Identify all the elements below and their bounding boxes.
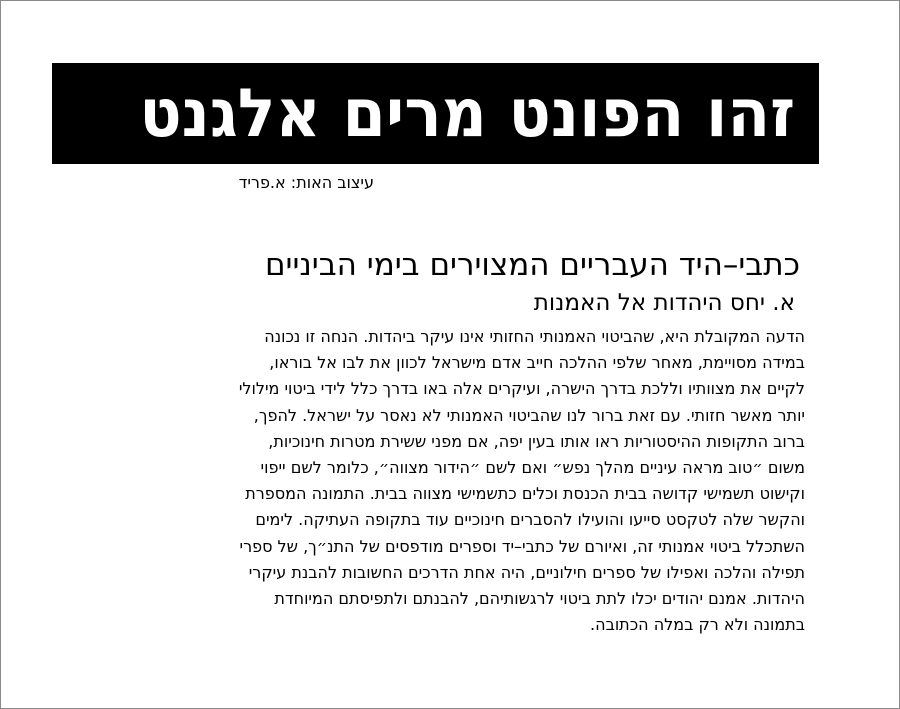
body-paragraph [105, 324, 805, 638]
paragraph-line: לקיים את מצוותיו וללכת בדרך הישרה, ועיקרים אלה באו בדרך כלל לידי ביטוי מילולי [238, 379, 805, 399]
paragraph-line: והקשר שלה לטקסט סייעו והועילו להסברים חינוכיים עוד בתקופה העתיקה. לימים [255, 510, 805, 530]
banner-title: זהו הפונט מרים אלגנט [139, 74, 795, 152]
title-banner [52, 63, 819, 164]
paragraph-line: משום ״טוב מראה עיניים מהלך נפש״ ואם לשם ״הידור מצווה״, כלומר לשם ייפוי [260, 457, 805, 477]
paragraph-line: וקישוט תשמישי קדושה בבית הכנסת וכלים כתשמישי מצווה בבית. התמונה המספרת [245, 484, 805, 504]
section-heading: א. יחס היהדות אל האמנות [533, 290, 795, 316]
article-title: כתבי–היד העבריים המצוירים בימי הביניים [264, 247, 800, 283]
paragraph-line: יותר מאשר חזותי. עם זאת ברור לנו שהביטוי האמנותי לא נאסר על ישראל. להפך, [253, 405, 805, 425]
paragraph-line: היהדות. אמנם יהודים יכלו לתת ביטוי לרגשותיהם, להבנתם ולתפיסתם המיוחדת [274, 588, 805, 608]
paragraph-line: ברוב התקופות ההיסטוריות ראו אותו בעין יפה, אם מפני ששירת מטרות חינוכיות, [268, 431, 805, 451]
paragraph-line: במידה מסויימת, מאחר שלפי ההלכה חייב אדם מישראל לכוון את לבו אל בוראו, [269, 353, 805, 373]
paragraph-line: השתכלל ביטוי אמנותי זה, ואיורם של כתבי–יד וספרים מודפסים של התנ״ך, של ספרי [239, 536, 805, 556]
paragraph-line: בתמונה ולא רק במלה הכתובה. [590, 615, 805, 635]
paragraph-line: תפילה והלכה ואפילו של ספרים חילוניים, היה אחת הדרכים החשובות להבנת עיקרי [248, 562, 805, 582]
paragraph-line: הדעה המקובלת היא, שהביטוי האמנותי החזותי אינו עיקר ביהדות. הנחה זו נכונה [264, 327, 805, 346]
type-design-credit: עיצוב האות: א.פריד [238, 173, 374, 192]
